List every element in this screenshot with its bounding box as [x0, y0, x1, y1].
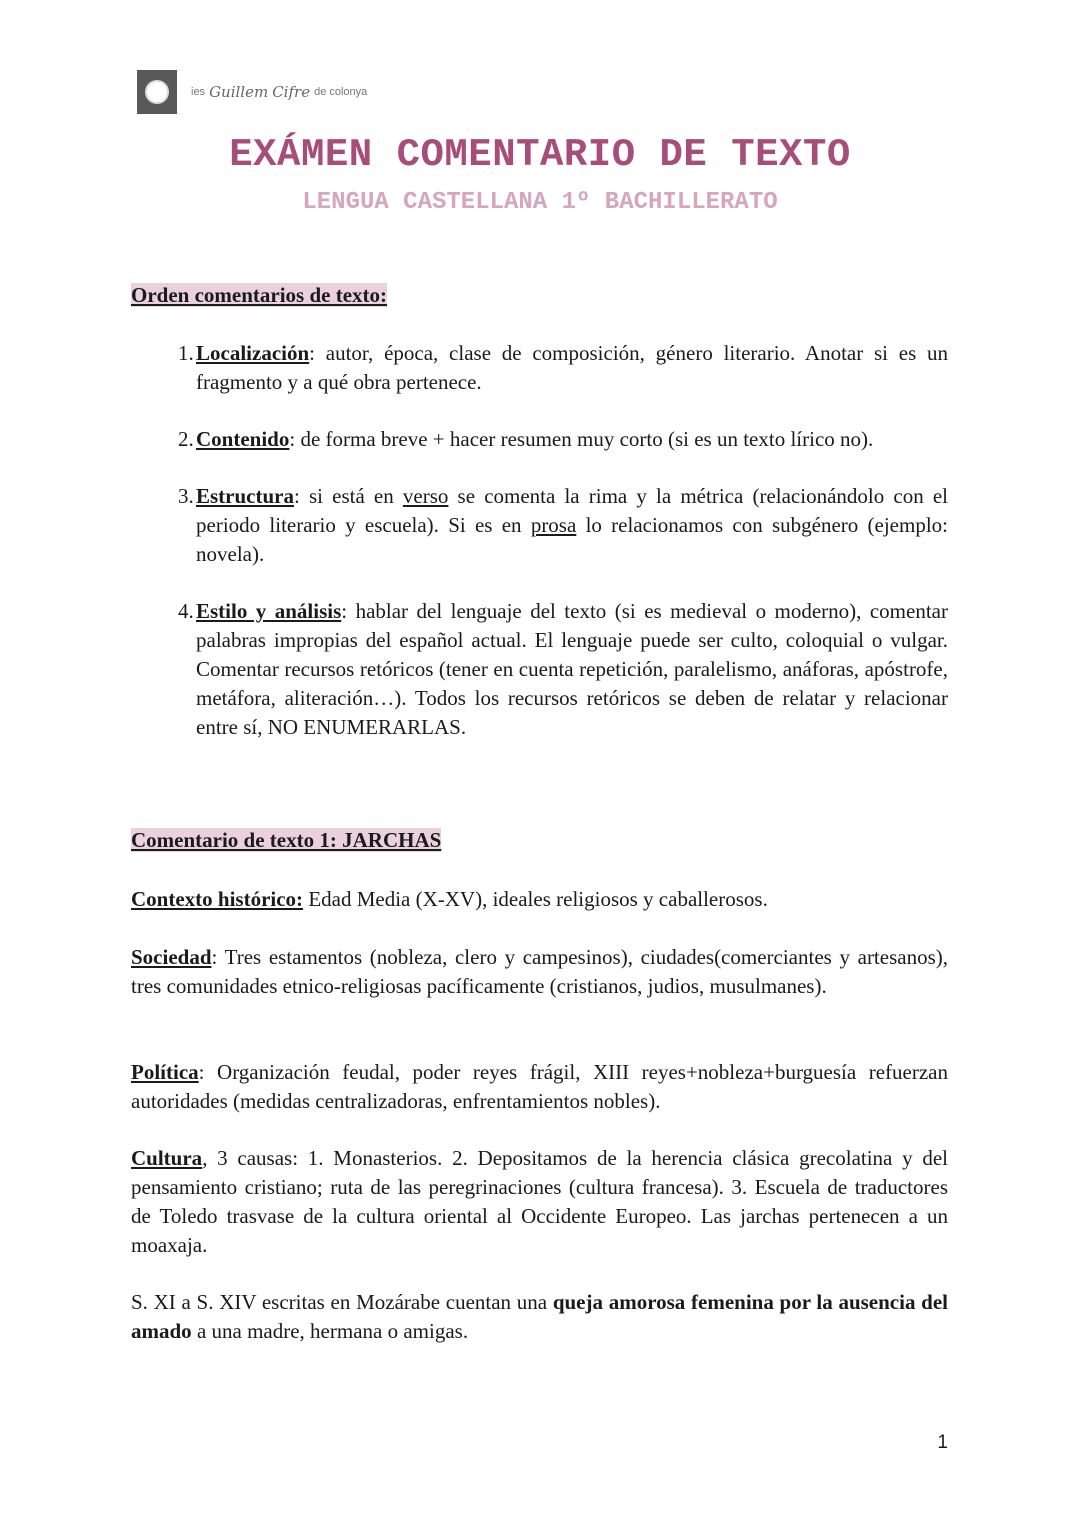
paragraph-cultura: Cultura, 3 causas: 1. Monasterios. 2. Depositamos de la herencia clásica grecolatina y del pensamiento cristiano; ruta de las peregrinaciones (cultura francesa). 3. Escuela de traductores de Toledo trasvase de la cultura oriental al Occidente Europeo. Las jarchas pertenecen a un moaxaja. [131, 1146, 948, 1257]
paragraph-sociedad: Sociedad: Tres estamentos (nobleza, clero y campesinos), ciudades(comerciantes y artesanos), tres comunidades etnico-religiosas pacíficamente (cristianos, judios, musulmanes). [131, 945, 948, 998]
list-item: 3. Estructura: si está en verso se comenta la rima y la métrica (relacionándolo con el periodo literario y escuela). Si es en prosa lo relacionamos con subgénero (ejemplo: novela). [178, 484, 949, 566]
paragraph-politica: Política: Organización feudal, poder reyes frágil, XIII reyes+nobleza+burguesía refuerzan autoridades (medidas centralizadoras, enfrentamientos nobles). [131, 1060, 948, 1113]
steps-list [131, 339, 948, 770]
list-item: 1. Localización: autor, época, clase de composición, género literario. Anotar si es un fragmento y a qué obra pertenece. [178, 341, 948, 394]
paragraph-contexto: Contexto histórico: Edad Media (X-XV), ideales religiosos y caballerosos. [131, 887, 768, 911]
section-heading-jarchas: Comentario de texto 1: JARCHAS [131, 828, 442, 852]
school-name-second: Cifre [272, 83, 311, 101]
page-number: 1 [937, 1432, 948, 1453]
page-subtitle: LENGUA CASTELLANA 1º BACHILLERATO [302, 189, 778, 216]
page-title: EXÁMEN COMENTARIO DE TEXTO [229, 133, 851, 177]
school-name [191, 83, 367, 101]
paragraph-jarchas-summary: S. XI a S. XIV escritas en Mozárabe cuentan una queja amorosa femenina por la ausencia del amado a una madre, hermana o amigas. [131, 1290, 949, 1343]
list-item: 2. Contenido: de forma breve + hacer resumen muy corto (si es un texto lírico no). [178, 427, 874, 451]
school-prefix: ies [191, 86, 206, 98]
school-suffix: de colonya [314, 86, 368, 98]
list-item: 4. Estilo y análisis: hablar del lenguaje del texto (si es medieval o moderno), comentar palabras impropias del español actual. El lenguaje puede ser culto, coloquial o vulgar. Comentar recursos retóricos (tener en cuenta repetición, paralelismo, anáforas, apóstrofe, metáfora, aliteración…). Todos los recursos retóricos se deben de relatar y relacionar entre sí, NO ENUMERARLAS. [178, 599, 948, 739]
sun-logo-icon [137, 70, 177, 114]
school-header [137, 70, 367, 114]
section-heading-orden: Orden comentarios de texto: [131, 283, 388, 307]
school-name-first: Guillem [209, 83, 269, 101]
